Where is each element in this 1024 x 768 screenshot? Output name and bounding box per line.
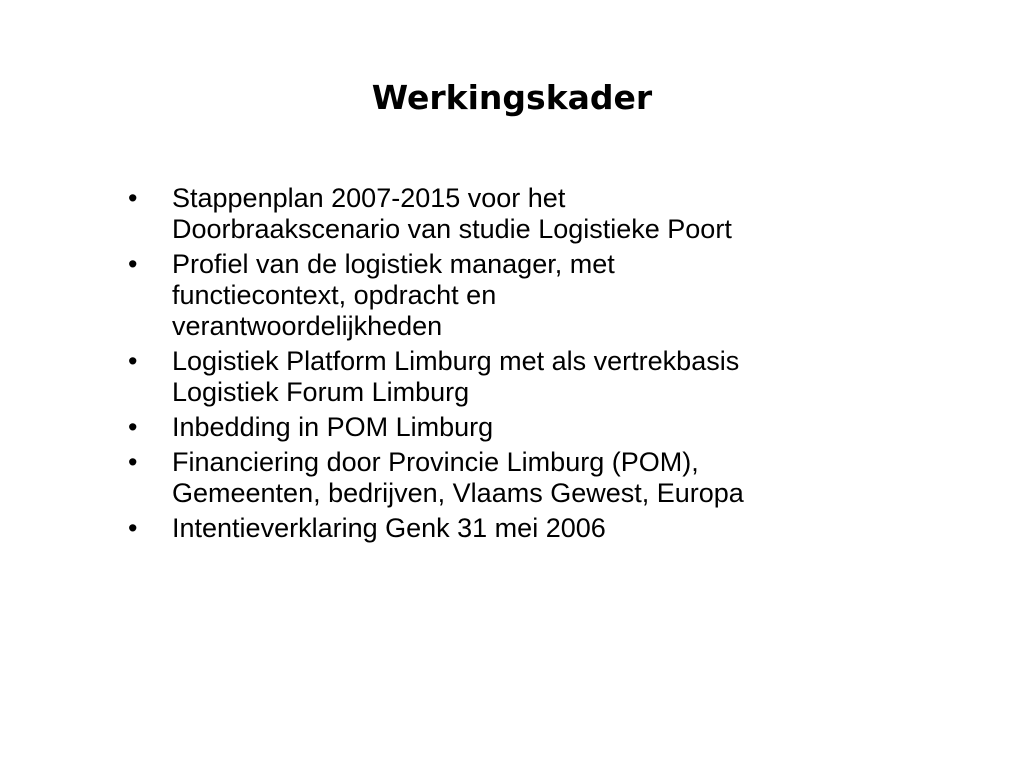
bullet-marker: •	[128, 412, 138, 442]
bullet-item-1	[128, 183, 948, 245]
bullet-item-2	[128, 249, 948, 342]
bullet-text-line: Doorbraakscenario van studie Logistieke Poort	[172, 214, 732, 244]
bullet-item-6	[128, 513, 948, 544]
bullet-text-line: Inbedding in POM Limburg	[172, 412, 494, 442]
bullet-text-line: Stappenplan 2007-2015 voor het	[172, 183, 566, 213]
bullet-text-line: Logistiek Forum Limburg	[172, 377, 470, 407]
bullet-item-4	[128, 412, 948, 443]
bullet-marker: •	[128, 346, 138, 376]
bullet-item-5	[128, 447, 948, 509]
bullet-list	[128, 183, 948, 548]
bullet-text-line: functiecontext, opdracht en	[172, 280, 497, 310]
bullet-text-line: Profiel van de logistiek manager, met	[172, 249, 615, 279]
bullet-text-line: verantwoordelijkheden	[172, 311, 443, 341]
bullet-text-line: Intentieverklaring Genk 31 mei 2006	[172, 513, 606, 543]
bullet-marker: •	[128, 513, 138, 543]
bullet-item-3	[128, 346, 948, 408]
bullet-text-line: Financiering door Provincie Limburg (POM),	[172, 447, 699, 477]
bullet-marker: •	[128, 249, 138, 279]
bullet-marker: •	[128, 183, 138, 213]
bullet-marker: •	[128, 447, 138, 477]
bullet-text-line: Logistiek Platform Limburg met als vertrekbasis	[172, 346, 740, 376]
bullet-text-line: Gemeenten, bedrijven, Vlaams Gewest, Europa	[172, 478, 744, 508]
slide-title: Werkingskader	[371, 78, 653, 117]
